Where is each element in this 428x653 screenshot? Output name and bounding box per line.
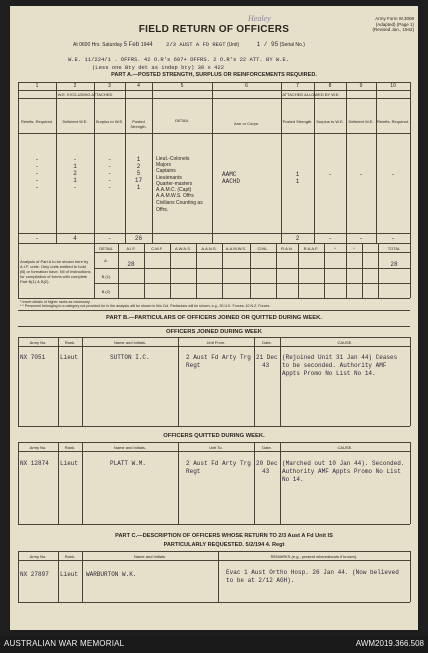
total-cell: -: [328, 235, 332, 242]
footer-credit: AUSTRALIAN WAR MEMORIAL: [4, 639, 125, 648]
joined-army-no: NX 7051: [20, 354, 46, 361]
we-subline: (Less one Bty det as indep bty) 30 x 422: [92, 64, 225, 71]
cell: -: [35, 177, 39, 184]
joined-name: SUTTON I.C.: [110, 354, 150, 361]
cell: AAMC: [222, 171, 237, 178]
subheader-att-deficient: Deficient W.E.: [348, 119, 374, 124]
total-cell: -: [35, 235, 39, 242]
rank-item: A.A.M.C. (Capt): [156, 187, 192, 194]
cell: -: [35, 184, 39, 191]
rank-item: Quarter-masters: [156, 180, 193, 187]
cell: -: [35, 156, 39, 163]
col-num: 1: [35, 83, 39, 89]
date-month: Feb: [128, 41, 140, 48]
subheader-reinfts: Reinfts. Required.: [20, 119, 53, 124]
column-numbers: [18, 83, 410, 90]
detail-row-label: A.: [104, 258, 108, 263]
army-form-revised: (Revised Jan., 1942): [372, 27, 414, 32]
part-c-header: Rank.: [64, 554, 76, 559]
army-form-number: Army Form W.3008: [375, 16, 414, 21]
detail-col-header: A.W.A.S.: [174, 246, 191, 251]
rank-item: Lieutenants: [156, 174, 182, 181]
col-num: 6: [245, 83, 248, 89]
part-a-title: PART A.—POSTED STRENGTH, SURPLUS OR REINFORCEMENTS REQUIRED.: [111, 72, 317, 78]
quitted-title: OFFICERS QUITTED DURING WEEK.: [163, 433, 265, 439]
subheader-deficient: Deficient W.E.: [62, 119, 88, 124]
cell: -: [35, 170, 39, 177]
cell: -: [107, 177, 112, 184]
cell: 1: [295, 171, 300, 178]
cell: -: [107, 156, 112, 163]
surplus-column: [94, 156, 125, 191]
unit-label: (Unit): [226, 42, 240, 48]
subheader-att-surplus: Surplus to W.E.: [316, 119, 344, 124]
joined-date-day: 21 Dec: [256, 354, 278, 361]
quitted-army-no: NX 12874: [20, 460, 49, 467]
quitted-header: Date.: [262, 445, 272, 450]
total-cell: -: [107, 235, 112, 242]
attached-allowed-header: ATTACHED ALLOWED BY W.E.: [282, 92, 340, 97]
detail-col-header: *: [353, 246, 355, 251]
joined-header: Rank.: [64, 340, 76, 345]
at-line-prefix: At 0600 Hrs. Saturday: [73, 42, 123, 48]
joined-header: Name and Initials.: [113, 340, 146, 345]
subheader-posted: Posted Strength.: [130, 119, 147, 129]
cell: 1: [295, 178, 300, 185]
att-deficient-cell: -: [359, 171, 363, 178]
serial-value: 1 / 95: [256, 41, 279, 48]
part-c-header: REMARKS (e.g., present whereabouts if known).: [270, 554, 358, 559]
cell: -: [107, 163, 112, 170]
total-cell: 26: [134, 235, 143, 242]
detail-col-header: R.A.N.: [281, 246, 293, 251]
total-cell: -: [391, 235, 395, 242]
subheader-att-posted: Posted Strength.: [282, 119, 313, 124]
posted-column: [125, 156, 152, 191]
cell: -: [35, 163, 39, 170]
footnote-1: * Insert details of higher ranks as necessary.: [20, 300, 91, 304]
detail-row-label: B.(1): [101, 274, 111, 279]
col-num: 10: [390, 83, 396, 89]
rank-list: [156, 156, 212, 213]
quitted-date-year: 43: [262, 468, 270, 475]
quitted-header: CAUSE.: [337, 445, 353, 450]
detail-total-value: 28: [390, 261, 398, 268]
joined-cause: (Rejoined Unit 31 Jan 44) Ceases to be seconded. Authority AMF Appts Promo No List No 14.: [282, 354, 398, 377]
col-num: 3: [108, 83, 111, 89]
cell: 1: [73, 177, 77, 184]
form-sheet: [10, 6, 418, 630]
quitted-header: Rank.: [64, 445, 76, 450]
joined-header: Army No.: [29, 340, 47, 345]
col-num: 5: [180, 83, 184, 89]
rank-item: Civilians Counting as Offrs.: [156, 200, 203, 213]
rank-item: Captains: [156, 168, 176, 175]
rank-item: Majors: [156, 162, 172, 169]
year-digit: 4: [149, 41, 153, 48]
we-line: W.E. 11/224/1 . OFFRS. 42 O.R's 607+ OFFRS. 2 O.R's 22 ATT. BY W.E.: [68, 56, 290, 63]
detail-row-label: B.(2): [101, 289, 111, 294]
serial-label: (Serial No.): [279, 42, 305, 48]
total-cell: -: [359, 235, 363, 242]
cell: 17: [134, 177, 143, 184]
cell: -: [107, 170, 112, 177]
quitted-header: Name and Initials.: [113, 445, 146, 450]
analysis-note: Analysis of Part A to be shown here by A.I.F. units. Only units entitled to hold (B) or formation have. Nil of Instructions for compilation of forms with complete Part B(1) & B(2).: [20, 259, 91, 284]
detail-aif-value: 28: [127, 261, 135, 268]
we-excluding-attached-header: W.E. EXCLUDING ATTACHED: [57, 92, 113, 97]
at-line: [73, 42, 413, 48]
total-cell: 2: [295, 235, 300, 242]
quitted-name: PLATT W.M.: [110, 460, 147, 467]
part-c-name: WARBURTON W.K.: [86, 571, 137, 578]
part-c-title-line-2: PARTICULARLY REQUESTED. 5/2/194 4. Regt: [163, 542, 285, 548]
joined-header: Unit From.: [206, 340, 226, 345]
joined-unit-from: 2 Aust Fd Arty Trg Regt: [186, 354, 251, 369]
col-num: 2: [73, 83, 77, 89]
cell: -: [73, 184, 77, 191]
year-prefix: 194: [140, 42, 150, 48]
part-c-rank: Lieut: [60, 571, 79, 578]
detail-col-header: A.A.M.W.S.: [225, 246, 247, 251]
att-surplus-cell: -: [328, 171, 332, 178]
joined-header: Date.: [262, 340, 272, 345]
cell: 1: [136, 156, 141, 163]
pencil-annotation: Healey: [248, 14, 271, 23]
detail-col-header: *: [334, 246, 336, 251]
rank-item: A.A.M.W.S. Offrs: [156, 193, 194, 200]
quitted-unit-to: 2 Aust Fd Arty Trg Regt: [186, 460, 251, 475]
form-title: FIELD RETURN OF OFFICERS: [138, 24, 290, 35]
attached-corps-column: [222, 171, 240, 185]
cell: -: [73, 156, 77, 163]
cell: -: [107, 184, 112, 191]
total-cell: 4: [73, 235, 77, 242]
footnote-2: * * Personnel belonging to a category not provided for in the analysis will be shown in this Col. Particulars will be shown, e.g., 30 U.K. Forces; 10 N.Z. Forces.: [20, 304, 271, 308]
cell: 2: [136, 163, 141, 170]
joined-header: CAUSE.: [337, 340, 353, 345]
joined-date-year: 43: [262, 362, 270, 369]
subheader-surplus: Surplus to W.E.: [95, 119, 124, 124]
part-c-header: Name and Initials.: [133, 554, 166, 559]
part-c-army-no: NX 27897: [20, 571, 49, 578]
part-c-header: Army No.: [29, 554, 47, 559]
quitted-rank: Lieut: [60, 460, 79, 467]
detail-col-header: CIVIL.: [257, 246, 269, 251]
cell: 5: [136, 170, 141, 177]
detail-col-header: C.M.F.: [151, 246, 163, 251]
joined-title: OFFICERS JOINED DURING WEEK: [166, 329, 262, 335]
col-num: 4: [137, 83, 140, 89]
cell: 2: [73, 170, 77, 177]
footer-accession-number: AWM2019.366.508: [355, 639, 424, 648]
quitted-header: Unit To.: [209, 445, 223, 450]
reinfts-column: [18, 156, 56, 191]
att-reinfts-cell: -: [391, 171, 395, 178]
detail-header: DETAIL: [175, 118, 189, 123]
detail-col-header: DETAIL: [99, 246, 113, 251]
quitted-date-day: 20 Dec: [256, 460, 278, 467]
joined-rank: Lieut: [60, 354, 79, 361]
army-form-block: [340, 16, 414, 33]
deficient-column: [56, 156, 94, 191]
quitted-header: Army No.: [29, 445, 47, 450]
army-form-adapted: (Adapted) (Page 1): [375, 21, 414, 27]
cell: AACHD: [222, 178, 241, 185]
col-num: 9: [359, 83, 363, 89]
detail-col-header: A.A.N.S.: [201, 246, 217, 251]
subheader-arm-corps: Arm or Corps.: [234, 121, 259, 126]
part-c-title-line-1: PART C.—DESCRIPTION OF OFFICERS WHOSE RETURN TO 2/3 Aust A Fd Unit IS: [115, 533, 333, 539]
part-b-title: PART B.—PARTICULARS OF OFFICERS JOINED OR QUITTED DURING WEEK.: [106, 315, 322, 321]
col-num: 8: [328, 83, 332, 89]
attached-posted-column: [281, 171, 314, 185]
cell: 1: [73, 163, 77, 170]
subheader-att-reinfts: Reinfts. Required.: [377, 119, 410, 124]
detail-col-header: R.A.A.F.: [303, 246, 319, 251]
detail-col-header: A.I.F.: [126, 246, 136, 251]
detail-col-header: TOTAL: [387, 246, 401, 251]
quitted-cause: (Marched out 10 Jan 44). Seconded. Authority AMF Appts Promo No List No 14.: [282, 460, 405, 483]
date-day: 5: [123, 41, 128, 48]
part-c-remarks: Evac 1 Aust Ortho Hosp. 26 Jan 44. (Now believed to be at 2/12 AGH).: [226, 569, 399, 584]
unit-value: 2/3 AUST A FD REGT: [166, 41, 226, 48]
col-num: 7: [296, 83, 299, 89]
cell: 1: [136, 184, 141, 191]
rank-item: Lieut.-Colonels: [156, 156, 190, 162]
